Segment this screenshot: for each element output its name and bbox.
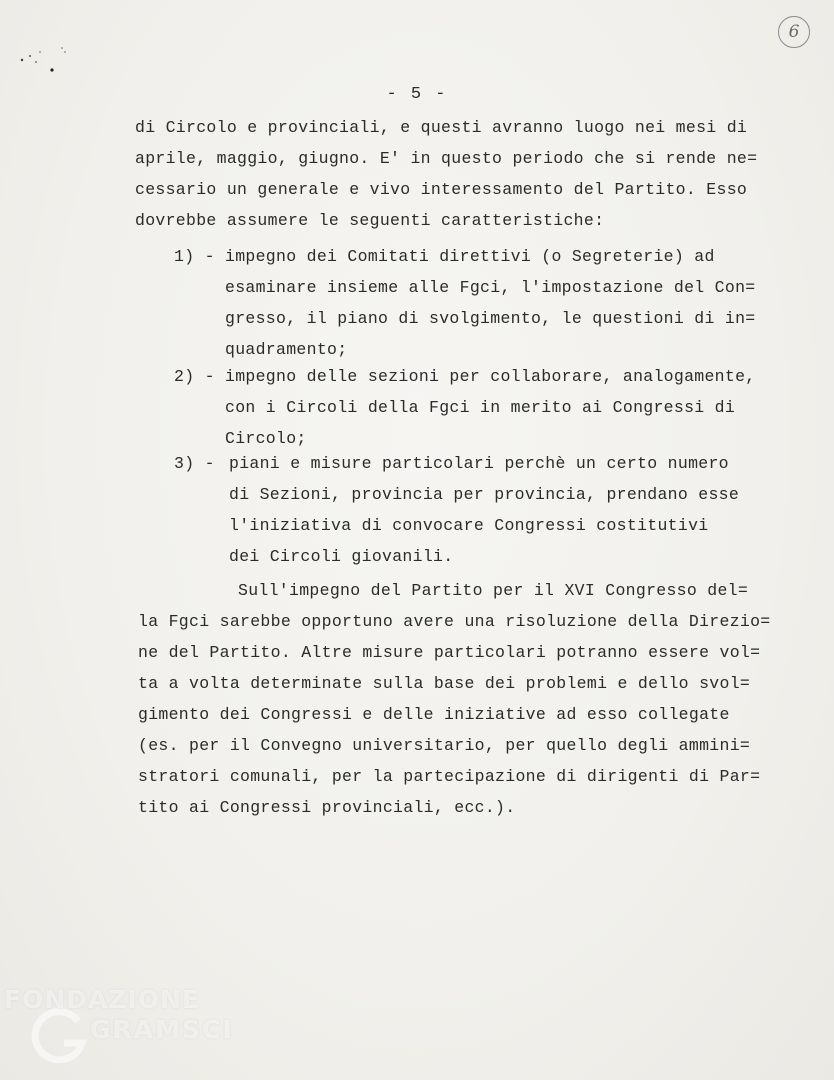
text-line: la Fgci sarebbe opportuno avere una risoluzione della Direzio= xyxy=(138,612,771,631)
text-line: gresso, il piano di svolgimento, le questioni di in= xyxy=(225,309,756,328)
text-line: quadramento; xyxy=(225,340,348,359)
paragraph-intro xyxy=(135,112,757,236)
text-line: dei Circoli giovanili. xyxy=(229,547,454,566)
archive-page-mark: 6 xyxy=(778,16,810,48)
text-line: impegno dei Comitati direttivi (o Segreterie) ad xyxy=(225,247,715,266)
text-line: piani e misure particolari perchè un certo numero xyxy=(229,454,729,473)
list-item-text xyxy=(225,361,755,454)
text-line: stratori comunali, per la partecipazione di dirigenti di Par= xyxy=(138,767,761,786)
text-line: (es. per il Convegno universitario, per quello degli ammini= xyxy=(138,736,751,755)
text-line: dovrebbe assumere le seguenti caratteristiche: xyxy=(135,211,605,230)
text-line: ne del Partito. Altre misure particolari potranno essere vol= xyxy=(138,643,761,662)
paragraph-closing-first-line: Sull'impegno del Partito per il XVI Congresso del= xyxy=(238,581,749,600)
paragraph-closing xyxy=(138,606,771,823)
text-line: di Circolo e provinciali, e questi avranno luogo nei mesi di xyxy=(135,118,748,137)
text-line: gimento dei Congressi e delle iniziative ad esso collegate xyxy=(138,705,730,724)
text-line: impegno delle sezioni per collaborare, analogamente, xyxy=(225,367,756,386)
text-line: di Sezioni, provincia per provincia, prendano esse xyxy=(229,485,740,504)
text-line: aprile, maggio, giugno. E' in questo periodo che si rende ne= xyxy=(135,149,758,168)
watermark-logo xyxy=(0,985,234,1075)
list-item-text xyxy=(229,448,739,572)
page-number: - 5 - xyxy=(386,85,448,104)
list-item-number: 2) - xyxy=(174,367,215,386)
watermark-line-1: FONDAZIONE xyxy=(4,985,201,1014)
list-item-text xyxy=(225,241,755,365)
text-line: ta a volta determinate sulla base dei problemi e dello svol= xyxy=(138,674,751,693)
text-line: tito ai Congressi provinciali, ecc.). xyxy=(138,798,516,817)
text-line: esaminare insieme alle Fgci, l'impostazione del Con= xyxy=(225,278,756,297)
list-item-number: 3) - xyxy=(174,454,215,473)
ink-marks-decoration xyxy=(18,40,78,80)
text-line: l'iniziativa di convocare Congressi costitutivi xyxy=(229,516,709,535)
watermark-g-icon xyxy=(30,1007,90,1067)
text-line: cessario un generale e vivo interessamento del Partito. Esso xyxy=(135,180,748,199)
list-item-number: 1) - xyxy=(174,247,215,266)
text-line: con i Circoli della Fgci in merito ai Congressi di xyxy=(225,398,736,417)
watermark-line-2: GRAMSCI xyxy=(90,1015,234,1044)
text-line: Circolo; xyxy=(225,429,307,448)
